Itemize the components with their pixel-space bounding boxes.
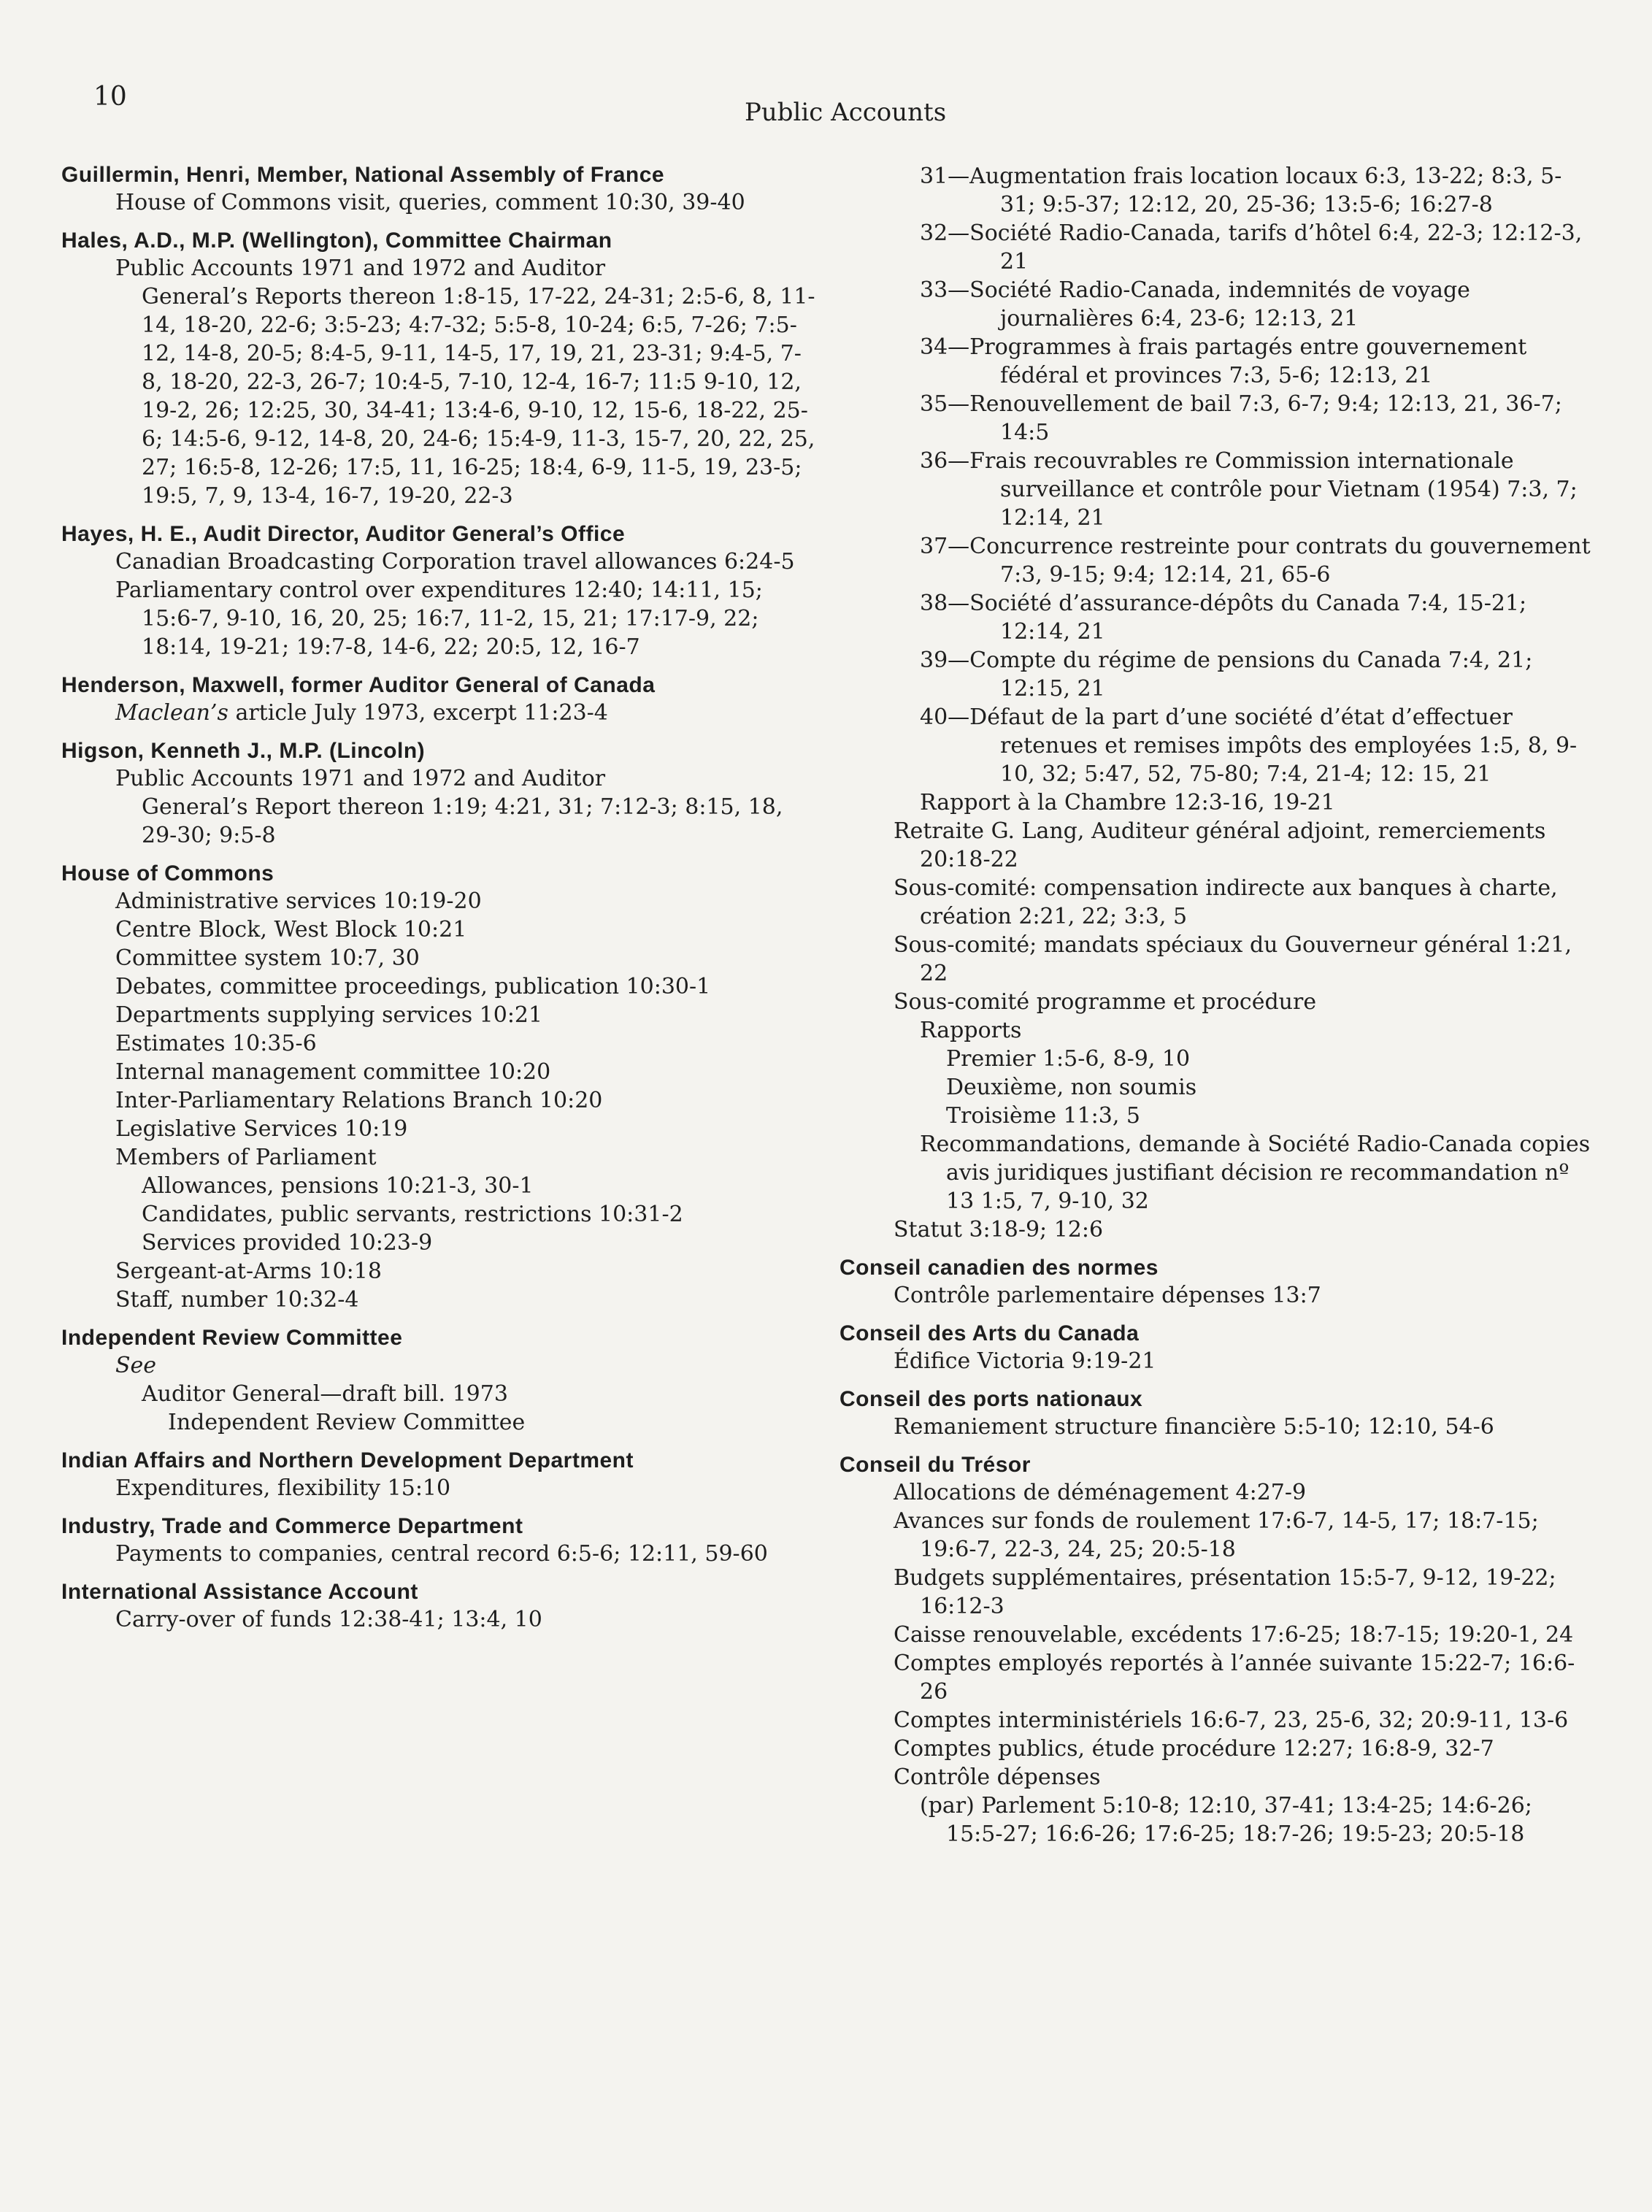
index-subentry: 39—Compte du régime de pensions du Canada 7:4, 21; 12:15, 21 — [920, 648, 1533, 702]
index-subentry: Canadian Broadcasting Corporation travel allowances 6:24-5 — [115, 549, 795, 575]
index-subentry: Expenditures, flexibility 15:10 — [115, 1475, 451, 1501]
page-number: 10 — [93, 82, 127, 112]
index-entry — [61, 1325, 821, 1437]
index-subentry: Recommandations, demande à Société Radio-Canada copies avis juridiques justifiant décision re recommandation nº 13 1:5, 7, 9-10, 32 — [920, 1132, 1591, 1214]
index-heading: Independent Review Committee — [61, 1326, 403, 1350]
index-subentry: Rapport à la Chambre 12:3-16, 19-21 — [920, 790, 1335, 815]
index-subentry: Carry-over of funds 12:38-41; 13:4, 10 — [115, 1607, 542, 1632]
index-subentry: Services provided 10:23-9 — [142, 1230, 433, 1256]
index-entry — [61, 738, 821, 850]
index-entry — [61, 521, 821, 661]
index-subentry: Candidates, public servants, restrictions 10:31-2 — [142, 1202, 683, 1227]
index-subentry: 36—Frais recouvrables re Commission internationale surveillance et contrôle pour Vietnam (1954) 7:3, 7; 12:14, 21 — [920, 448, 1578, 531]
index-subentry: General’s Report thereon 1:19; 4:21, 31; 7:12-3; 8:15, 18, 29-30; 9:5-8 — [142, 794, 783, 848]
index-subentry: Contrôle parlementaire dépenses 13:7 — [894, 1283, 1321, 1308]
index-entry — [61, 861, 821, 1314]
index-subentry: Troisième 11:3, 5 — [946, 1103, 1141, 1129]
index-subentry: Contrôle dépenses — [894, 1764, 1101, 1790]
index-heading: Hayes, H. E., Audit Director, Auditor General’s Office — [61, 522, 626, 546]
index-subentry: Sous-comité: compensation indirecte aux banques à charte, création 2:21, 22; 3:3, 5 — [894, 875, 1558, 929]
index-heading: Guillermin, Henri, Member, National Assembly of France — [61, 163, 665, 187]
index-heading: Conseil du Trésor — [840, 1453, 1031, 1477]
index-subentry: Inter-Parliamentary Relations Branch 10:20 — [115, 1088, 603, 1113]
index-column-right — [840, 162, 1591, 1859]
index-heading: Conseil des ports nationaux — [840, 1387, 1143, 1411]
index-entry — [61, 1513, 821, 1568]
index-heading: International Assistance Account — [61, 1580, 418, 1604]
index-subentry: 35—Renouvellement de bail 7:3, 6-7; 9:4; 12:13, 21, 36-7; 14:5 — [920, 391, 1562, 445]
index-subentry: Allowances, pensions 10:21-3, 30-1 — [142, 1173, 534, 1199]
index-subentry: Payments to companies, central record 6:5-6; 12:11, 59-60 — [115, 1541, 768, 1567]
index-subentry: 38—Société d’assurance-dépôts du Canada 7:4, 15-21; 12:14, 21 — [920, 591, 1527, 645]
index-subentry: Sous-comité programme et procédure — [894, 989, 1317, 1015]
index-subentry: Centre Block, West Block 10:21 — [115, 917, 467, 942]
index-entry — [840, 1452, 1591, 1848]
index-subentry: Statut 3:18-9; 12:6 — [894, 1217, 1104, 1243]
index-heading: Conseil des Arts du Canada — [840, 1321, 1140, 1345]
index-subentry: 34—Programmes à frais partagés entre gouvernement fédéral et provinces 7:3, 5-6; 12:13, 21 — [920, 334, 1527, 388]
index-subentry: 40—Défaut de la part d’une société d’état d’effectuer retenues et remises impôts des employées 1:5, 8, 9-10, 32; 5:47, 52, 75-80; 7:4, 21-4; 12: 15, 21 — [920, 704, 1578, 787]
index-heading: Higson, Kenneth J., M.P. (Lincoln) — [61, 739, 426, 763]
index-subentry: Legislative Services 10:19 — [115, 1116, 408, 1142]
index-subentry: Premier 1:5-6, 8-9, 10 — [946, 1046, 1191, 1072]
index-heading: Conseil canadien des normes — [840, 1256, 1159, 1280]
index-subentry: Rapports — [920, 1018, 1022, 1043]
index-entry — [840, 1255, 1591, 1310]
index-heading: Industry, Trade and Commerce Department — [61, 1514, 523, 1538]
index-subentry: Internal management committee 10:20 — [115, 1059, 551, 1085]
index-entry — [61, 672, 821, 727]
index-entry — [840, 1321, 1591, 1375]
index-subentry: General’s Reports thereon 1:8-15, 17-22, 24-31; 2:5-6, 8, 11-14, 18-20, 22-6; 3:5-23; 4:7-32; 5:5-8, 10-24; 6:5, 7-26; 7:5-12, 14-8, 20-5; 8:4-5, 9-11, 14-5, 17, 19, 21, 23-31; 9:4-5, 7-8, 18-20, 22-3, 26-7; 10:4-5, 7-10, 12-4, 16-7; 11:5 9-10, 12, 19-2, 26; 12:25, 30, 34-41; 13:4-6, 9-10, 12, 15-6, 18-22, 25-6; 14:5-6, 9-12, 14-8, 20, 24-6; 15:4-9, 11-3, 15-7, 20, 22, 25, 27; 16:5-8, 12-26; 17:5, 11, 16-25; 18:4, 6-9, 11-5, 19, 23-5; 19:5, 7, 9, 13-4, 16-7, 19-20, 22-3 — [142, 284, 815, 509]
index-subentry: Retraite G. Lang, Auditeur général adjoint, remerciements 20:18-22 — [894, 818, 1546, 872]
index-subentry: Debates, committee proceedings, publication 10:30-1 — [115, 974, 711, 999]
index-subentry: 37—Concurrence restreinte pour contrats du gouvernement 7:3, 9-15; 9:4; 12:14, 21, 65-6 — [920, 534, 1591, 588]
index-heading: Hales, A.D., M.P. (Wellington), Committee Chairman — [61, 229, 612, 253]
index-subentry: Public Accounts 1971 and 1972 and Auditor — [115, 256, 606, 281]
index-subentry: Remaniement structure financière 5:5-10; 12:10, 54-6 — [894, 1414, 1494, 1440]
index-subentry: 33—Société Radio-Canada, indemnités de voyage journalières 6:4, 23-6; 12:13, 21 — [920, 277, 1470, 331]
index-subentry: Administrative services 10:19-20 — [115, 888, 482, 914]
index-subentry: Caisse renouvelable, excédents 17:6-25; 18:7-15; 19:20-1, 24 — [894, 1622, 1574, 1648]
index-heading: Indian Affairs and Northern Development Department — [61, 1448, 634, 1472]
index-subentry: House of Commons visit, queries, comment 10:30, 39-40 — [115, 190, 745, 215]
index-subentry: Auditor General—draft bill. 1973 — [142, 1381, 508, 1407]
running-head: Public Accounts — [745, 98, 947, 127]
index-subentry: Avances sur fonds de roulement 17:6-7, 14-5, 17; 18:7-15; 19:6-7, 22-3, 24, 25; 20:5-18 — [894, 1508, 1539, 1562]
index-subentry: Sergeant-at-Arms 10:18 — [115, 1259, 382, 1284]
index-heading: Henderson, Maxwell, former Auditor General of Canada — [61, 673, 656, 697]
index-subentry: Sous-comité; mandats spéciaux du Gouverneur général 1:21, 22 — [894, 932, 1572, 986]
index-subentry: Deuxième, non soumis — [946, 1075, 1197, 1100]
index-entry — [61, 1448, 821, 1502]
index-subentry: 32—Société Radio-Canada, tarifs d’hôtel 6:4, 22-3; 12:12-3, 21 — [920, 220, 1583, 274]
index-heading: House of Commons — [61, 861, 274, 886]
index-subentry: Parliamentary control over expenditures 12:40; 14:11, 15; 15:6-7, 9-10, 16, 20, 25; 16:7, 11-2, 15, 21; 17:17-9, 22; 18:14, 19-21; 19:7-8, 14-6, 22; 20:5, 12, 16-7 — [115, 577, 763, 660]
index-subentry: Comptes publics, étude procédure 12:27; 16:8-9, 32-7 — [894, 1736, 1494, 1762]
index-subentry: See — [115, 1353, 157, 1378]
index-subentry: Maclean’s article July 1973, excerpt 11:23-4 — [115, 700, 608, 726]
index-subentry: (par) Parlement 5:10-8; 12:10, 37-41; 13:4-25; 14:6-26; 15:5-27; 16:6-26; 17:6-25; 18:7-26; 19:5-23; 20:5-18 — [920, 1793, 1532, 1847]
index-subentry: Staff, number 10:32-4 — [115, 1287, 359, 1313]
index-subentry: Independent Review Committee — [168, 1410, 526, 1435]
index-entry — [61, 1579, 821, 1634]
index-subentry: Estimates 10:35-6 — [115, 1031, 317, 1056]
index-entry — [840, 1386, 1591, 1441]
index-subentry: Public Accounts 1971 and 1972 and Auditor — [115, 766, 606, 791]
index-subentry: Comptes employés reportés à l’année suivante 15:22-7; 16:6-26 — [894, 1651, 1575, 1705]
index-subentry: Committee system 10:7, 30 — [115, 945, 420, 971]
index-entry — [840, 162, 1591, 1244]
index-subentry: Comptes interministériels 16:6-7, 23, 25-6, 32; 20:9-11, 13-6 — [894, 1708, 1569, 1733]
index-subentry: Allocations de déménagement 4:27-9 — [894, 1480, 1307, 1505]
index-subentry: Departments supplying services 10:21 — [115, 1002, 543, 1028]
index-subentry: 31—Augmentation frais location locaux 6:3, 13-22; 8:3, 5-31; 9:5-37; 12:12, 20, 25-36; 13:5-6; 16:27-8 — [920, 164, 1562, 218]
index-column-left — [61, 162, 821, 1645]
index-subentry: Budgets supplémentaires, présentation 15:5-7, 9-12, 19-22; 16:12-3 — [894, 1565, 1556, 1619]
index-entry — [61, 228, 821, 510]
index-subentry: Members of Parliament — [115, 1145, 377, 1170]
index-subentry: Édifice Victoria 9:19-21 — [894, 1348, 1156, 1374]
index-entry — [61, 162, 821, 217]
